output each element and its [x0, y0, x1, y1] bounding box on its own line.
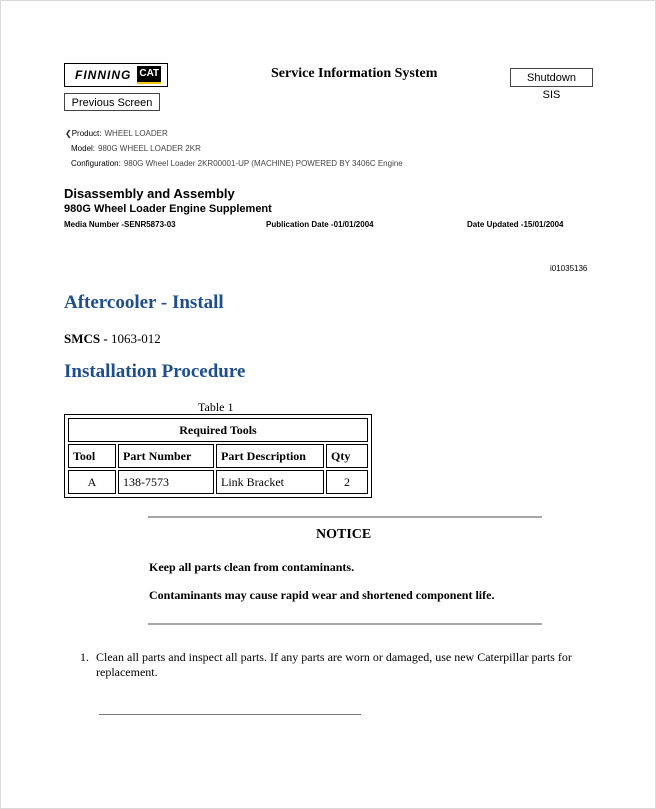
notice-divider-bottom — [148, 623, 542, 625]
model-key: Model: — [71, 144, 96, 153]
cell-part-number: 138-7573 — [118, 470, 214, 494]
notice-title: NOTICE — [316, 527, 372, 542]
notice-line-2: Contaminants may cause rapid wear and shortened component life. — [149, 588, 495, 602]
column-header: Part Description — [216, 444, 324, 468]
notice-line-1: Keep all parts clean from contaminants. — [149, 560, 355, 574]
column-header: Tool — [68, 444, 116, 468]
finning-cat-logo — [64, 63, 168, 87]
table-caption: Table 1 — [198, 400, 234, 414]
config-key: Configuration: — [71, 159, 121, 168]
product-value: WHEEL LOADER — [104, 129, 168, 138]
document-id: i01035136 — [550, 264, 588, 273]
cell-tool: A — [68, 470, 116, 494]
cell-qty: 2 — [326, 470, 368, 494]
media-number: Media Number -SENR5873-03 — [64, 220, 176, 229]
cell-description: Link Bracket — [216, 470, 324, 494]
collapse-arrow-icon[interactable]: ❮ — [65, 129, 72, 138]
smcs-value: 1063-012 — [110, 331, 161, 346]
system-title: Service Information System — [271, 66, 438, 81]
procedure-heading: Installation Procedure — [64, 361, 246, 382]
shutdown-sis-button[interactable]: Shutdown SIS — [510, 68, 593, 87]
publication-date: Publication Date -01/01/2004 — [266, 220, 374, 229]
document-title: Disassembly and Assembly — [64, 186, 235, 201]
smcs-label: SMCS - — [64, 331, 108, 346]
smcs-code — [64, 331, 161, 347]
configuration-line — [71, 159, 403, 168]
document-subtitle: 980G Wheel Loader Engine Supplement — [64, 203, 272, 215]
table-row — [68, 470, 368, 494]
logo-text: FINNING — [75, 68, 132, 82]
model-line — [71, 144, 201, 153]
column-header: Qty — [326, 444, 368, 468]
model-value: 980G WHEEL LOADER 2KR — [98, 144, 201, 153]
notice-divider-top — [148, 516, 542, 518]
config-value: 980G Wheel Loader 2KR00001-UP (MACHINE) POWERED BY 3406C Engine — [123, 159, 403, 168]
previous-screen-button[interactable]: Previous Screen — [64, 93, 160, 111]
date-updated: Date Updated -15/01/2004 — [467, 220, 564, 229]
product-line — [65, 129, 168, 138]
end-divider — [99, 714, 361, 715]
page-title: Aftercooler - Install — [64, 292, 224, 313]
table-header: Required Tools — [68, 418, 368, 442]
product-key: Product: — [71, 129, 102, 138]
required-tools-table — [64, 414, 372, 498]
step-number: 1. — [80, 650, 89, 664]
step-text: Clean all parts and inspect all parts. If any parts are worn or damaged, use new Caterpillar parts for replacement. — [96, 650, 572, 679]
cat-badge: CAT — [137, 66, 161, 84]
procedure-step — [80, 650, 600, 680]
column-header: Part Number — [118, 444, 214, 468]
